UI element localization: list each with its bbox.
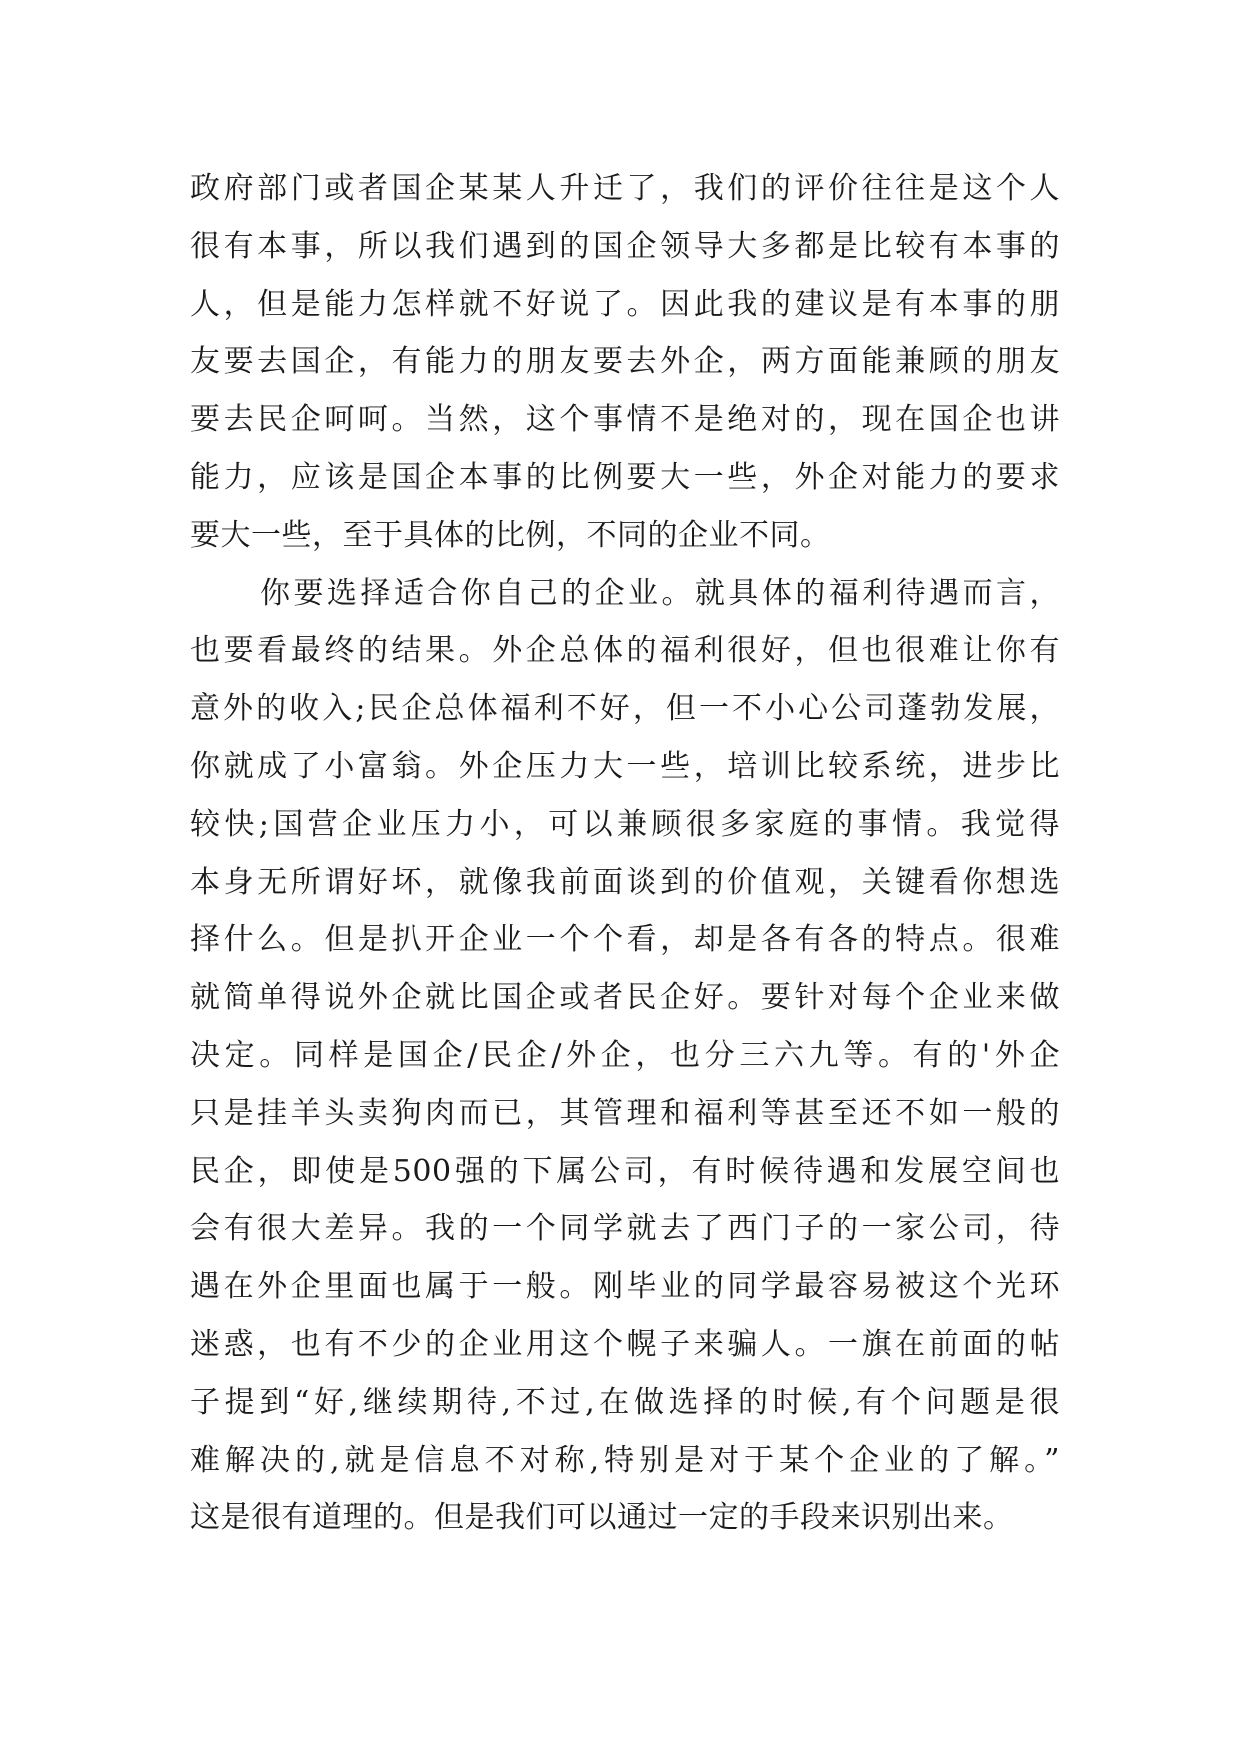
text-line: 迷惑，也有不少的企业用这个幌子来骗人。一旗在前面的帖 (190, 1326, 1060, 1362)
text-line: 较快;国营企业压力小，可以兼顾很多家庭的事情。我觉得 (190, 806, 1060, 842)
paragraph-1 (190, 160, 1060, 565)
text-line: 人，但是能力怎样就不好说了。因此我的建议是有本事的朋 (190, 286, 1060, 322)
text-line: 这是很有道理的。但是我们可以通过一定的手段来识别出来。 (190, 1500, 1014, 1536)
text-line: 择什么。但是扒开企业一个个看，却是各有各的特点。很难 (190, 922, 1060, 958)
text-line: 会有很大差异。我的一个同学就去了西门子的一家公司，待 (190, 1211, 1060, 1247)
text-line: 本身无所谓好坏，就像我前面谈到的价值观，关键看你想选 (190, 864, 1060, 900)
text-line: 要大一些，至于具体的比例，不同的企业不同。 (190, 517, 831, 553)
text-line: 决定。同样是国企/民企/外企，也分三六九等。有的'外企 (190, 1037, 1060, 1073)
text-line: 遇在外企里面也属于一般。刚毕业的同学最容易被这个光环 (190, 1269, 1060, 1305)
text-line: 能力，应该是国企本事的比例要大一些，外企对能力的要求 (190, 459, 1060, 495)
text-line: 友要去国企，有能力的朋友要去外企，两方面能兼顾的朋友 (190, 344, 1060, 380)
text-line: 意外的收入;民企总体福利不好，但一不小心公司蓬勃发展， (190, 691, 1060, 727)
text-line: 只是挂羊头卖狗肉而已，其管理和福利等甚至还不如一般的 (190, 1095, 1060, 1131)
text-line: 要去民企呵呵。当然，这个事情不是绝对的，现在国企也讲 (190, 402, 1060, 438)
text-line: 难解决的,就是信息不对称,特别是对于某个企业的了解。” (190, 1442, 1060, 1478)
text-line: 子提到“好,继续期待,不过,在做选择的时候,有个问题是很 (190, 1384, 1060, 1420)
text-line: 就简单得说外企就比国企或者民企好。要针对每个企业来做 (190, 980, 1060, 1016)
text-line: 民企，即使是500强的下属公司，有时候待遇和发展空间也 (190, 1153, 1060, 1189)
text-line: 也要看最终的结果。外企总体的福利很好，但也很难让你有 (190, 633, 1060, 669)
text-line: 很有本事，所以我们遇到的国企领导大多都是比较有本事的 (190, 228, 1060, 264)
text-line: 你要选择适合你自己的企业。就具体的福利待遇而言， (260, 575, 1060, 611)
paragraph-2 (190, 565, 1060, 1548)
text-line: 政府部门或者国企某某人升迁了，我们的评价往往是这个人 (190, 171, 1060, 206)
body-text (190, 160, 1060, 1547)
text-line: 你就成了小富翁。外企压力大一些，培训比较系统，进步比 (190, 748, 1060, 784)
